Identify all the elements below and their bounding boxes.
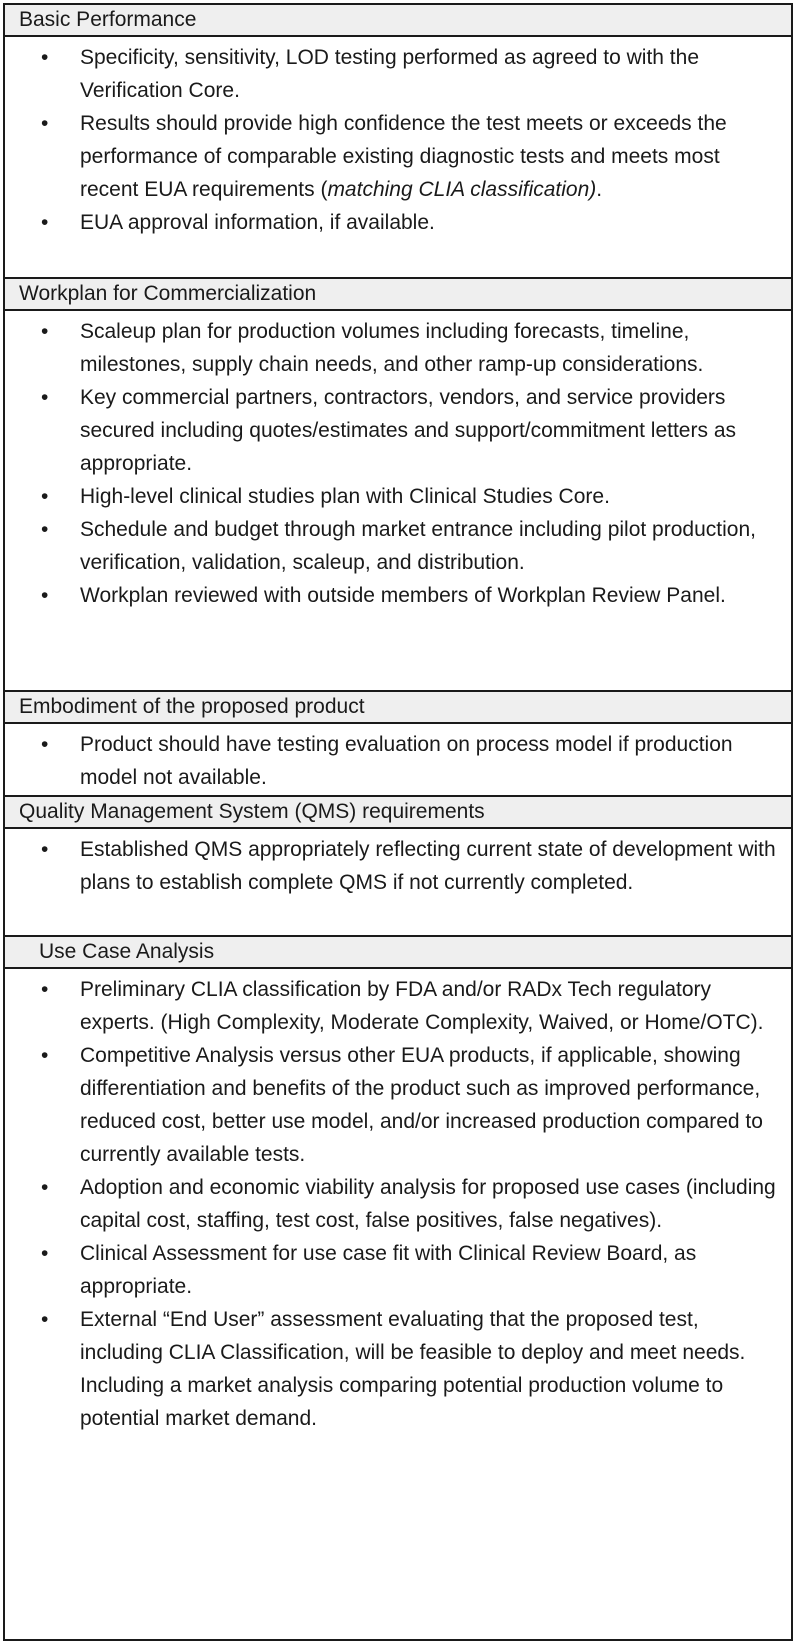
section-workplan-commercialization — [5, 277, 791, 690]
bullet-icon: • — [41, 46, 49, 69]
section-header: Embodiment of the proposed product — [5, 692, 791, 724]
bullet-icon: • — [41, 584, 49, 607]
list-item: • External “End User” assessment evaluating that the proposed test, including CLIA Classification, will be feasible to deploy and meet needs. Including a market analysis comparing potential production volume to potential market demand. — [5, 1303, 791, 1435]
bullet-icon: • — [41, 1242, 49, 1265]
list-item: • Competitive Analysis versus other EUA products, if applicable, showing differentiation and benefits of the product such as improved performance, reduced cost, better use model, and/or increased production compared to currently available tests. — [5, 1039, 791, 1171]
bullet-icon: • — [41, 838, 49, 861]
bullet-icon: • — [41, 518, 49, 541]
section-qms-requirements — [5, 795, 791, 935]
bullet-list — [5, 311, 791, 612]
requirements-table — [3, 3, 793, 1641]
list-item: • Scaleup plan for production volumes including forecasts, timeline, milestones, supply chain needs, and other ramp-up considerations. — [5, 315, 791, 381]
section-basic-performance — [5, 5, 791, 277]
list-item: • Clinical Assessment for use case fit with Clinical Review Board, as appropriate. — [5, 1237, 791, 1303]
list-item: • Product should have testing evaluation on process model if production model not available. — [5, 728, 791, 794]
bullet-icon: • — [41, 1308, 49, 1331]
list-item: • Key commercial partners, contractors, vendors, and service providers secured including quotes/estimates and support/commitment letters as appropriate. — [5, 381, 791, 480]
section-embodiment-product — [5, 690, 791, 795]
list-item: • Established QMS appropriately reflecting current state of development with plans to establish complete QMS if not currently completed. — [5, 833, 791, 899]
list-item: • Results should provide high confidence the test meets or exceeds the performance of comparable existing diagnostic tests and meets most recent EUA requirements (matching CLIA classification). — [5, 107, 791, 206]
section-header: Basic Performance — [5, 5, 791, 37]
list-item: • Preliminary CLIA classification by FDA and/or RADx Tech regulatory experts. (High Complexity, Moderate Complexity, Waived, or Home/OTC). — [5, 973, 791, 1039]
bullet-icon: • — [41, 978, 49, 1001]
bullet-icon: • — [41, 1176, 49, 1199]
bullet-icon: • — [41, 733, 49, 756]
bullet-list — [5, 829, 791, 899]
list-item: • Schedule and budget through market entrance including pilot production, verification, validation, scaleup, and distribution. — [5, 513, 791, 579]
bullet-icon: • — [41, 1044, 49, 1067]
bullet-icon: • — [41, 112, 49, 135]
bullet-icon: • — [41, 386, 49, 409]
section-header: Workplan for Commercialization — [5, 279, 791, 311]
section-header: Use Case Analysis — [5, 937, 791, 969]
bullet-icon: • — [41, 320, 49, 343]
bullet-list — [5, 969, 791, 1435]
list-item: • Specificity, sensitivity, LOD testing performed as agreed to with the Verification Core. — [5, 41, 791, 107]
bullet-icon: • — [41, 211, 49, 234]
list-item: • EUA approval information, if available. — [5, 206, 791, 239]
list-item: • Workplan reviewed with outside members of Workplan Review Panel. — [5, 579, 791, 612]
bullet-icon: • — [41, 485, 49, 508]
bullet-list — [5, 37, 791, 239]
list-item: • Adoption and economic viability analysis for proposed use cases (including capital cost, staffing, test cost, false positives, false negatives). — [5, 1171, 791, 1237]
section-use-case-analysis — [5, 935, 791, 1639]
bullet-list — [5, 724, 791, 794]
list-item: • High-level clinical studies plan with Clinical Studies Core. — [5, 480, 791, 513]
section-header: Quality Management System (QMS) requirements — [5, 797, 791, 829]
